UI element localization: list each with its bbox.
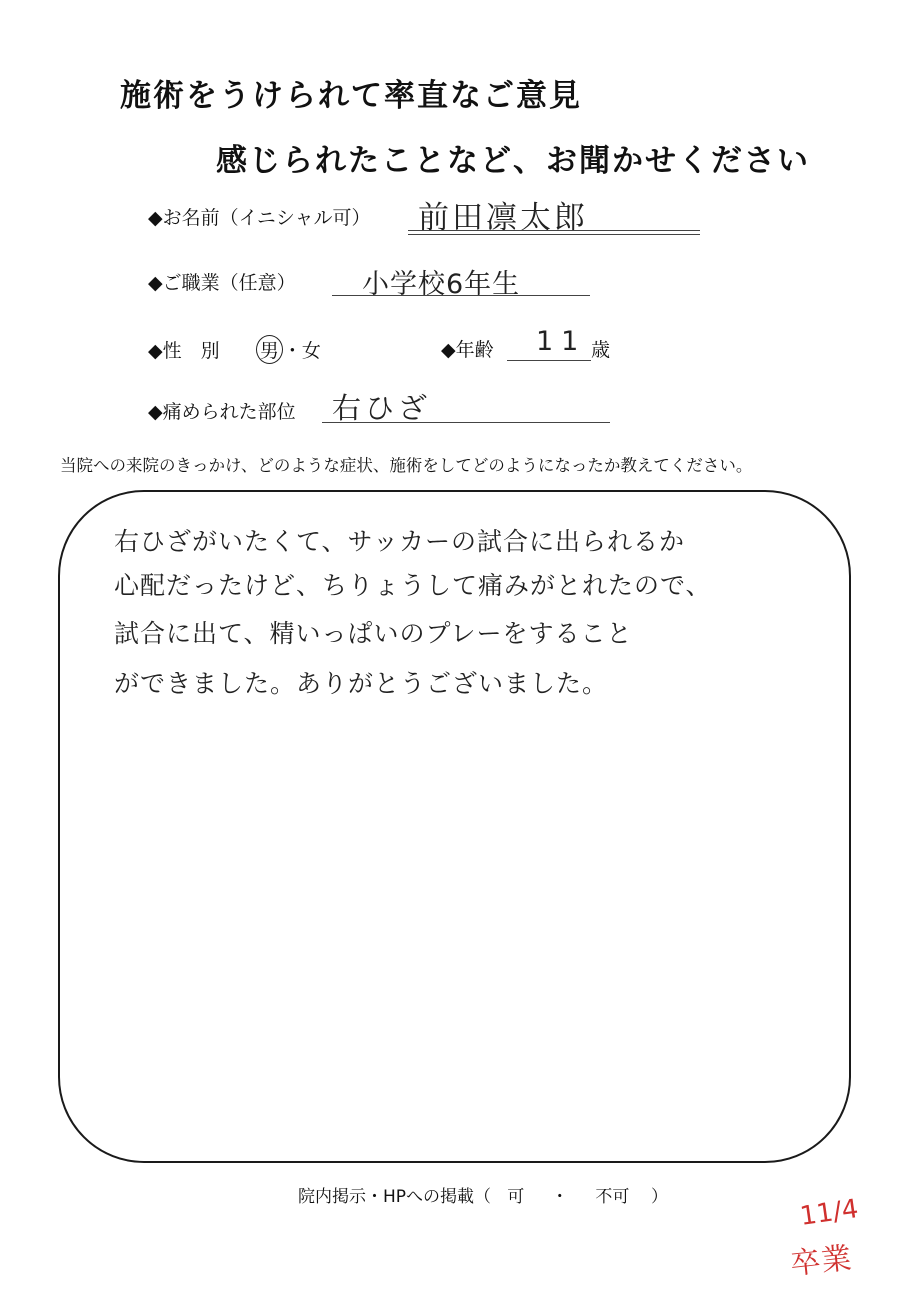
publication-consent xyxy=(298,1182,668,1207)
gender-row xyxy=(148,335,321,364)
instruction-text: 当院への来院のきっかけ、どのような症状、施術をしてどのようになったか教えてください。 xyxy=(60,456,753,475)
red-ink-graduation-note: 卒業 xyxy=(788,1240,855,1283)
form-title-line2: 感じられたことなど、お聞かせください xyxy=(216,143,810,179)
gender-separator: ・ xyxy=(282,340,302,362)
comment-line: 右ひざがいたくて、サッカーの試合に出られるか xyxy=(114,527,686,556)
gender-option-male-circled: 男 xyxy=(256,335,283,364)
form-title-line1: 施術をうけられて率直なご意見 xyxy=(120,78,582,114)
name-underline-second xyxy=(408,234,700,235)
comment-line: 試合に出て、精いっぱいのプレーをすること xyxy=(114,619,633,648)
gender-label: ◆性 別 xyxy=(148,340,220,362)
comment-line: 心配だったけど、ちりょうして痛みがとれたので、 xyxy=(114,571,712,600)
age-label: ◆年齢 xyxy=(441,339,494,361)
treated-area-underline xyxy=(322,422,610,423)
occupation-underline xyxy=(332,295,590,296)
consent-separator: ・ xyxy=(551,1187,569,1207)
gender-option-female: 女 xyxy=(301,340,321,362)
occupation-label: ◆ご職業（任意） xyxy=(148,272,296,294)
consent-close-paren: ） xyxy=(650,1187,668,1207)
name-label: ◆お名前（イニシャル可） xyxy=(148,207,371,229)
name-underline xyxy=(408,230,700,231)
age-suffix: 歳 xyxy=(591,339,611,361)
red-ink-date: 11/4 xyxy=(798,1194,861,1232)
consent-option-yes: 可 xyxy=(507,1187,525,1207)
consent-option-no: 不可 xyxy=(595,1187,630,1207)
age-underline xyxy=(507,360,591,361)
occupation-value: 小学校6年生 xyxy=(362,269,521,300)
publication-consent-label: 院内掲示・HPへの掲載（ xyxy=(298,1187,492,1207)
treated-area-value: 右ひざ xyxy=(332,391,432,425)
comment-line: ができました。ありがとうございました。 xyxy=(114,669,609,698)
age-value: 11 xyxy=(536,326,587,357)
name-value: 前田凛太郎 xyxy=(418,200,588,236)
treated-area-label: ◆痛められた部位 xyxy=(148,401,296,423)
